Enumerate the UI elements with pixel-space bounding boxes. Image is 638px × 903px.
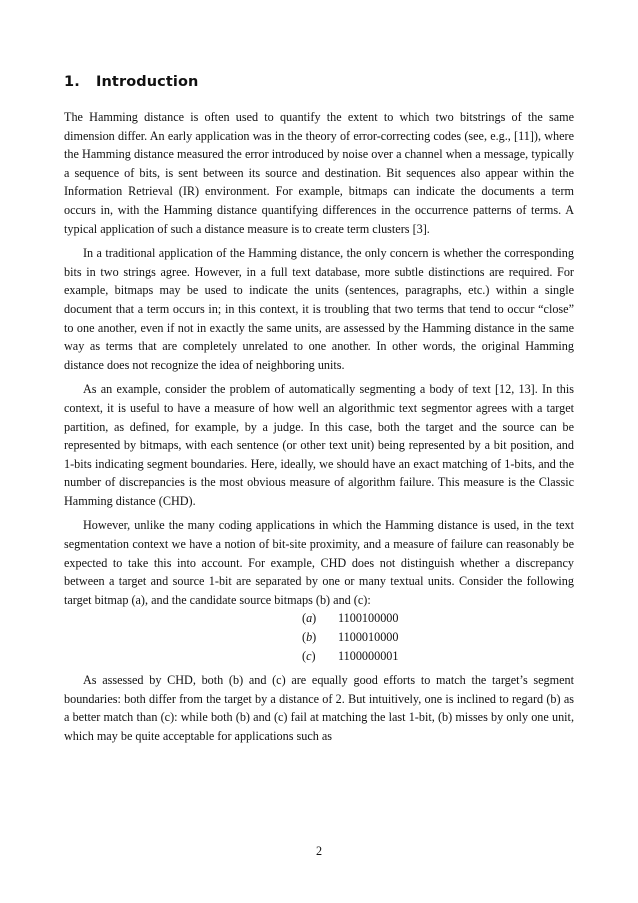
bitmap-bits: 1100100000 xyxy=(338,611,399,626)
bitmap-label: (b) xyxy=(302,630,317,645)
bitmap-row-a xyxy=(302,609,574,628)
paper-page xyxy=(64,0,574,903)
bitmap-row-c xyxy=(302,647,574,666)
bitmap-row-b xyxy=(302,628,574,647)
page-number: 2 xyxy=(315,844,323,858)
bitmap-examples xyxy=(64,609,574,665)
bitmap-bits: 1100010000 xyxy=(338,630,399,645)
paragraph-2: In a traditional application of the Hamming distance, the only concern is whether the corresponding bits in two strings agree. However, in a full text database, more subtle distinctions are required. For example, bitmaps may be used to indicate the units (sentences, paragraphs, etc.) within a single document that a term occurs in; in this context, it is troubling that two terms that tend to occur “close” to one another, even if not in exactly the same units, are assessed by the Hamming distance in the same way as terms that are completely unrelated to one another. In other words, the original Hamming distance does not recognize the idea of neighboring units. xyxy=(64,246,574,372)
bitmap-bits: 1100000001 xyxy=(338,648,399,663)
paragraph-3: As an example, consider the problem of automatically segmenting a body of text [12, 13]. In this context, it is useful to have a measure of how well an algorithmic text segmentor agrees with a target partition, as defined, for example, by a judge. In this case, both the target and the source can be represented by bitmaps, with each sentence (or other text unit) being represented by a bit position, and 1-bits indicating segment boundaries. Here, ideally, we should have an exact matching of 1-bits, and the number of discrepancies is the most obvious measure of algorithm failure. This measure is the Classic Hamming distance (CHD). xyxy=(64,382,574,508)
section-title: Introduction xyxy=(96,74,199,90)
section-number: 1. xyxy=(64,74,80,90)
paragraph-4: However, unlike the many coding applications in which the Hamming distance is used, in the text segmentation context we have a notion of bit-site proximity, and a measure of failure can reasonably be expected to take this into account. For example, CHD does not distinguish whether a discrepancy between a target and source 1-bit are separated by one or many textual units. Consider the following target bitmap (a), and the candidate source bitmaps (b) and (c): xyxy=(64,518,574,607)
paragraph-5: As assessed by CHD, both (b) and (c) are equally good efforts to match the target’s segment boundaries: both differ from the target by a distance of 2. But intuitively, one is inclined to regard (b) as a better match than (c): while both (b) and (c) fail at matching the last 1-bit, (b) misses by only one unit, which may be quite acceptable for applications such as xyxy=(64,673,574,743)
bitmap-label: (c) xyxy=(302,648,316,663)
section-heading xyxy=(64,74,198,90)
paragraph-1: The Hamming distance is often used to quantify the extent to which two bitstrings of the same dimension differ. An early application was in the theory of error-correcting codes (see, e.g., [11]), where the Hamming distance measured the error introduced by noise over a channel when a message, typically a sequence of bits, is sent between its source and destination. Bit sequences also appear within the Information Retrieval (IR) environment. For example, bitmaps can indicate the documents a term occurs in, with the Hamming distance quantifying differences in the occurrence patterns of terms. A typical application of such a distance measure is to create term clusters [3]. xyxy=(64,110,574,236)
bitmap-label: (a) xyxy=(302,611,317,626)
body-text xyxy=(64,108,574,746)
